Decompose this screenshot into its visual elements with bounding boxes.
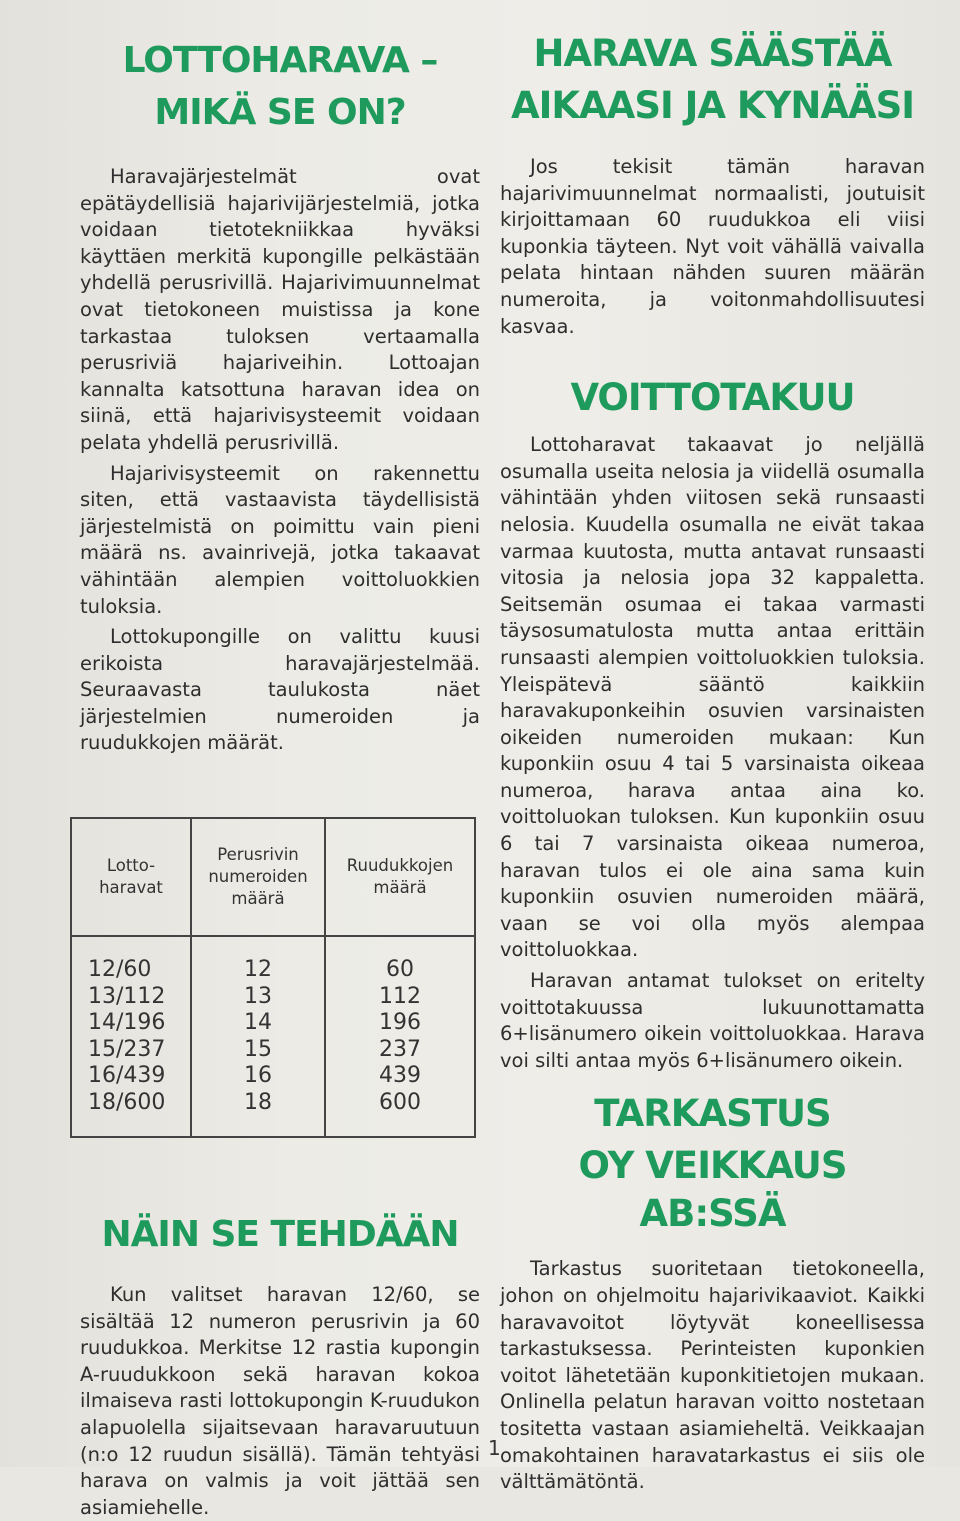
cell-grids: 439 — [325, 1063, 475, 1090]
table-row — [71, 984, 475, 1011]
heading-voittotakuu: VOITTOTAKUU — [570, 376, 855, 420]
cell-numbers: 12 — [191, 936, 325, 984]
header-perusrivin: Perusrivin numeroiden määrä — [191, 818, 325, 936]
cell-grids: 112 — [325, 984, 475, 1011]
cell-grids: 196 — [325, 1010, 475, 1037]
cell-numbers: 14 — [191, 1010, 325, 1037]
harava-table — [70, 817, 476, 1138]
heading-line: AIKAASI JA KYNÄÄSI — [510, 84, 915, 127]
cell-harava: 18/600 — [71, 1090, 191, 1138]
page-number: 1 — [488, 1436, 501, 1460]
cell-numbers: 18 — [191, 1090, 325, 1138]
paragraph: Tarkastus suoritetaan tietokoneella, johon on ohjelmoitu hajarivikaaviot. Kaikki haravavoitot löytyvät koneellisessa tarkastuksessa. Perinteisten kuponkien voitot lähetetään kuponkitietojen mukaan. Onlinella pelatun haravan voitto nostetaan tositetta vastaan asiamieheltä. Veikkaajan omakohtainen haravatarkastus ei siis ole välttämätöntä. — [500, 1257, 925, 1494]
left-column — [80, 38, 480, 1521]
cell-grids: 237 — [325, 1037, 475, 1064]
cell-harava: 15/237 — [71, 1037, 191, 1064]
paragraph: Lottoharavat takaavat jo neljällä osumalla useita nelosia ja viidellä osumalla vähintään yhden viitosen sekä runsaasti nelosia. Kuudella osumalla ne eivät takaa varmaa kuutosta, mutta antavat runsaasti vitosia ja nelosia jopa 32 kappaletta. Seitsemän osumaa ei takaa varmasti täysosumatulosta mutta antaa erittäin runsaasti alempien voittoluokkien tuloksia. Yleispätevä sääntö kaikkiin haravakuponkeihin osuvien varsinaisten oikeiden numeroiden mukaan: Kun kuponkiin osuu 4 tai 5 varsinaista oikeaa numeroa, harava antaa aina ko. voittoluokan tuloksen. Kun kuponkiin osuu 6 tai 7 varsinaista oikeaa numeroa, haravan tulos ei ole aina sama kuin kuponkiin osuvien numeroiden määrä, vaan se voi olla myös alempaa voittoluokkaa. — [500, 433, 925, 962]
check-text — [500, 1256, 925, 1495]
table-row — [71, 1090, 475, 1138]
heading-tarkastus — [500, 1090, 925, 1238]
cell-harava: 16/439 — [71, 1063, 191, 1090]
table-header-row — [71, 818, 475, 936]
cell-numbers: 16 — [191, 1063, 325, 1090]
howto-text — [80, 1282, 480, 1521]
header-ruudukkojen: Ruudukkojen määrä — [325, 818, 475, 936]
paragraph: Jos tekisit tämän haravan hajarivimuunnelmat normaalisti, joutuisit kirjoittamaan 60 ruudukkoa eli viisi kuponkia täyteen. Nyt voit vähällä vaivalla pelata hintaan nähden suuren määrän numeroita, ja voitonmahdollisuutesi kasvaa. — [500, 155, 925, 338]
save-text — [500, 154, 925, 340]
right-column — [500, 30, 925, 1496]
intro-text — [80, 164, 480, 757]
heading-line: OY VEIKKAUS AB:SSÄ — [578, 1144, 847, 1236]
header-lottoharavat: Lotto-haravat — [71, 818, 191, 936]
paragraph: Kun valitset haravan 12/60, se sisältää 12 numeron perusrivin ja 60 ruudukkoa. Merkitse 12 rastia kupongin A-ruudukkoon sekä haravan kokoa ilmaiseva rasti lottokupongin K-ruudukon alapuolella sijaitsevaan haravaruutuun (n:o 12 ruudun sisällä). Tämän tehtyäsi harava on valmis ja voit jättää sen asiamiehelle. — [80, 1283, 480, 1519]
heading-line: MIKÄ SE ON? — [154, 92, 406, 133]
paragraph: Haravan antamat tulokset on eritelty voittotakuussa lukuunottamatta 6+lisänumero oikein voittoluokkaa. Harava voi silti antaa myös 6+lisänumero oikein. — [500, 969, 925, 1072]
paragraph: Hajarivisysteemit on rakennettu siten, että vastaavista täydellisistä järjestelmistä on poimittu vain pieni määrä ns. avainrivejä, jotka takaavat vähintään alempien voittoluokkien tuloksia. — [80, 461, 480, 618]
cell-harava: 12/60 — [71, 936, 191, 984]
heading-line: HARAVA SÄÄSTÄÄ — [533, 32, 892, 75]
paragraph: Lottokupongille on valittu kuusi erikoista haravajärjestelmää. Seuraavasta taulukosta näet järjestelmien numeroiden ja ruudukkojen määrät. — [80, 625, 480, 755]
paragraph: Haravajärjestelmät ovat epätäydellisiä hajarivijärjestelmiä, jotka voidaan tietotekniikkaa hyväksi käyttäen merkitä kupongille pelkästään yhdellä perusrivillä. Hajarivimuunnelmat ovat tietokoneen muistissa ja kone tarkastaa tuloksen vertaamalla perusriviä hajariveihin. Lottoajan kannalta katsottuna haravan idea on siinä, että hajarivisysteemit voidaan pelata yhdellä perusrivillä. — [80, 165, 480, 454]
heading-line: LOTTOHARAVA – — [122, 40, 438, 81]
cell-numbers: 13 — [191, 984, 325, 1011]
heading-harava-saastaa — [500, 30, 925, 130]
heading-nain-se-tehdaan: NÄIN SE TEHDÄÄN — [101, 1214, 459, 1256]
guarantee-text — [500, 432, 925, 1074]
cell-harava: 13/112 — [71, 984, 191, 1011]
cell-numbers: 15 — [191, 1037, 325, 1064]
cell-grids: 60 — [325, 936, 475, 984]
table-row — [71, 1010, 475, 1037]
table-row — [71, 1063, 475, 1090]
table-row — [71, 936, 475, 984]
heading-lottoharava — [80, 38, 480, 136]
table-row — [71, 1037, 475, 1064]
cell-grids: 600 — [325, 1090, 475, 1138]
heading-line: TARKASTUS — [594, 1092, 831, 1136]
cell-harava: 14/196 — [71, 1010, 191, 1037]
